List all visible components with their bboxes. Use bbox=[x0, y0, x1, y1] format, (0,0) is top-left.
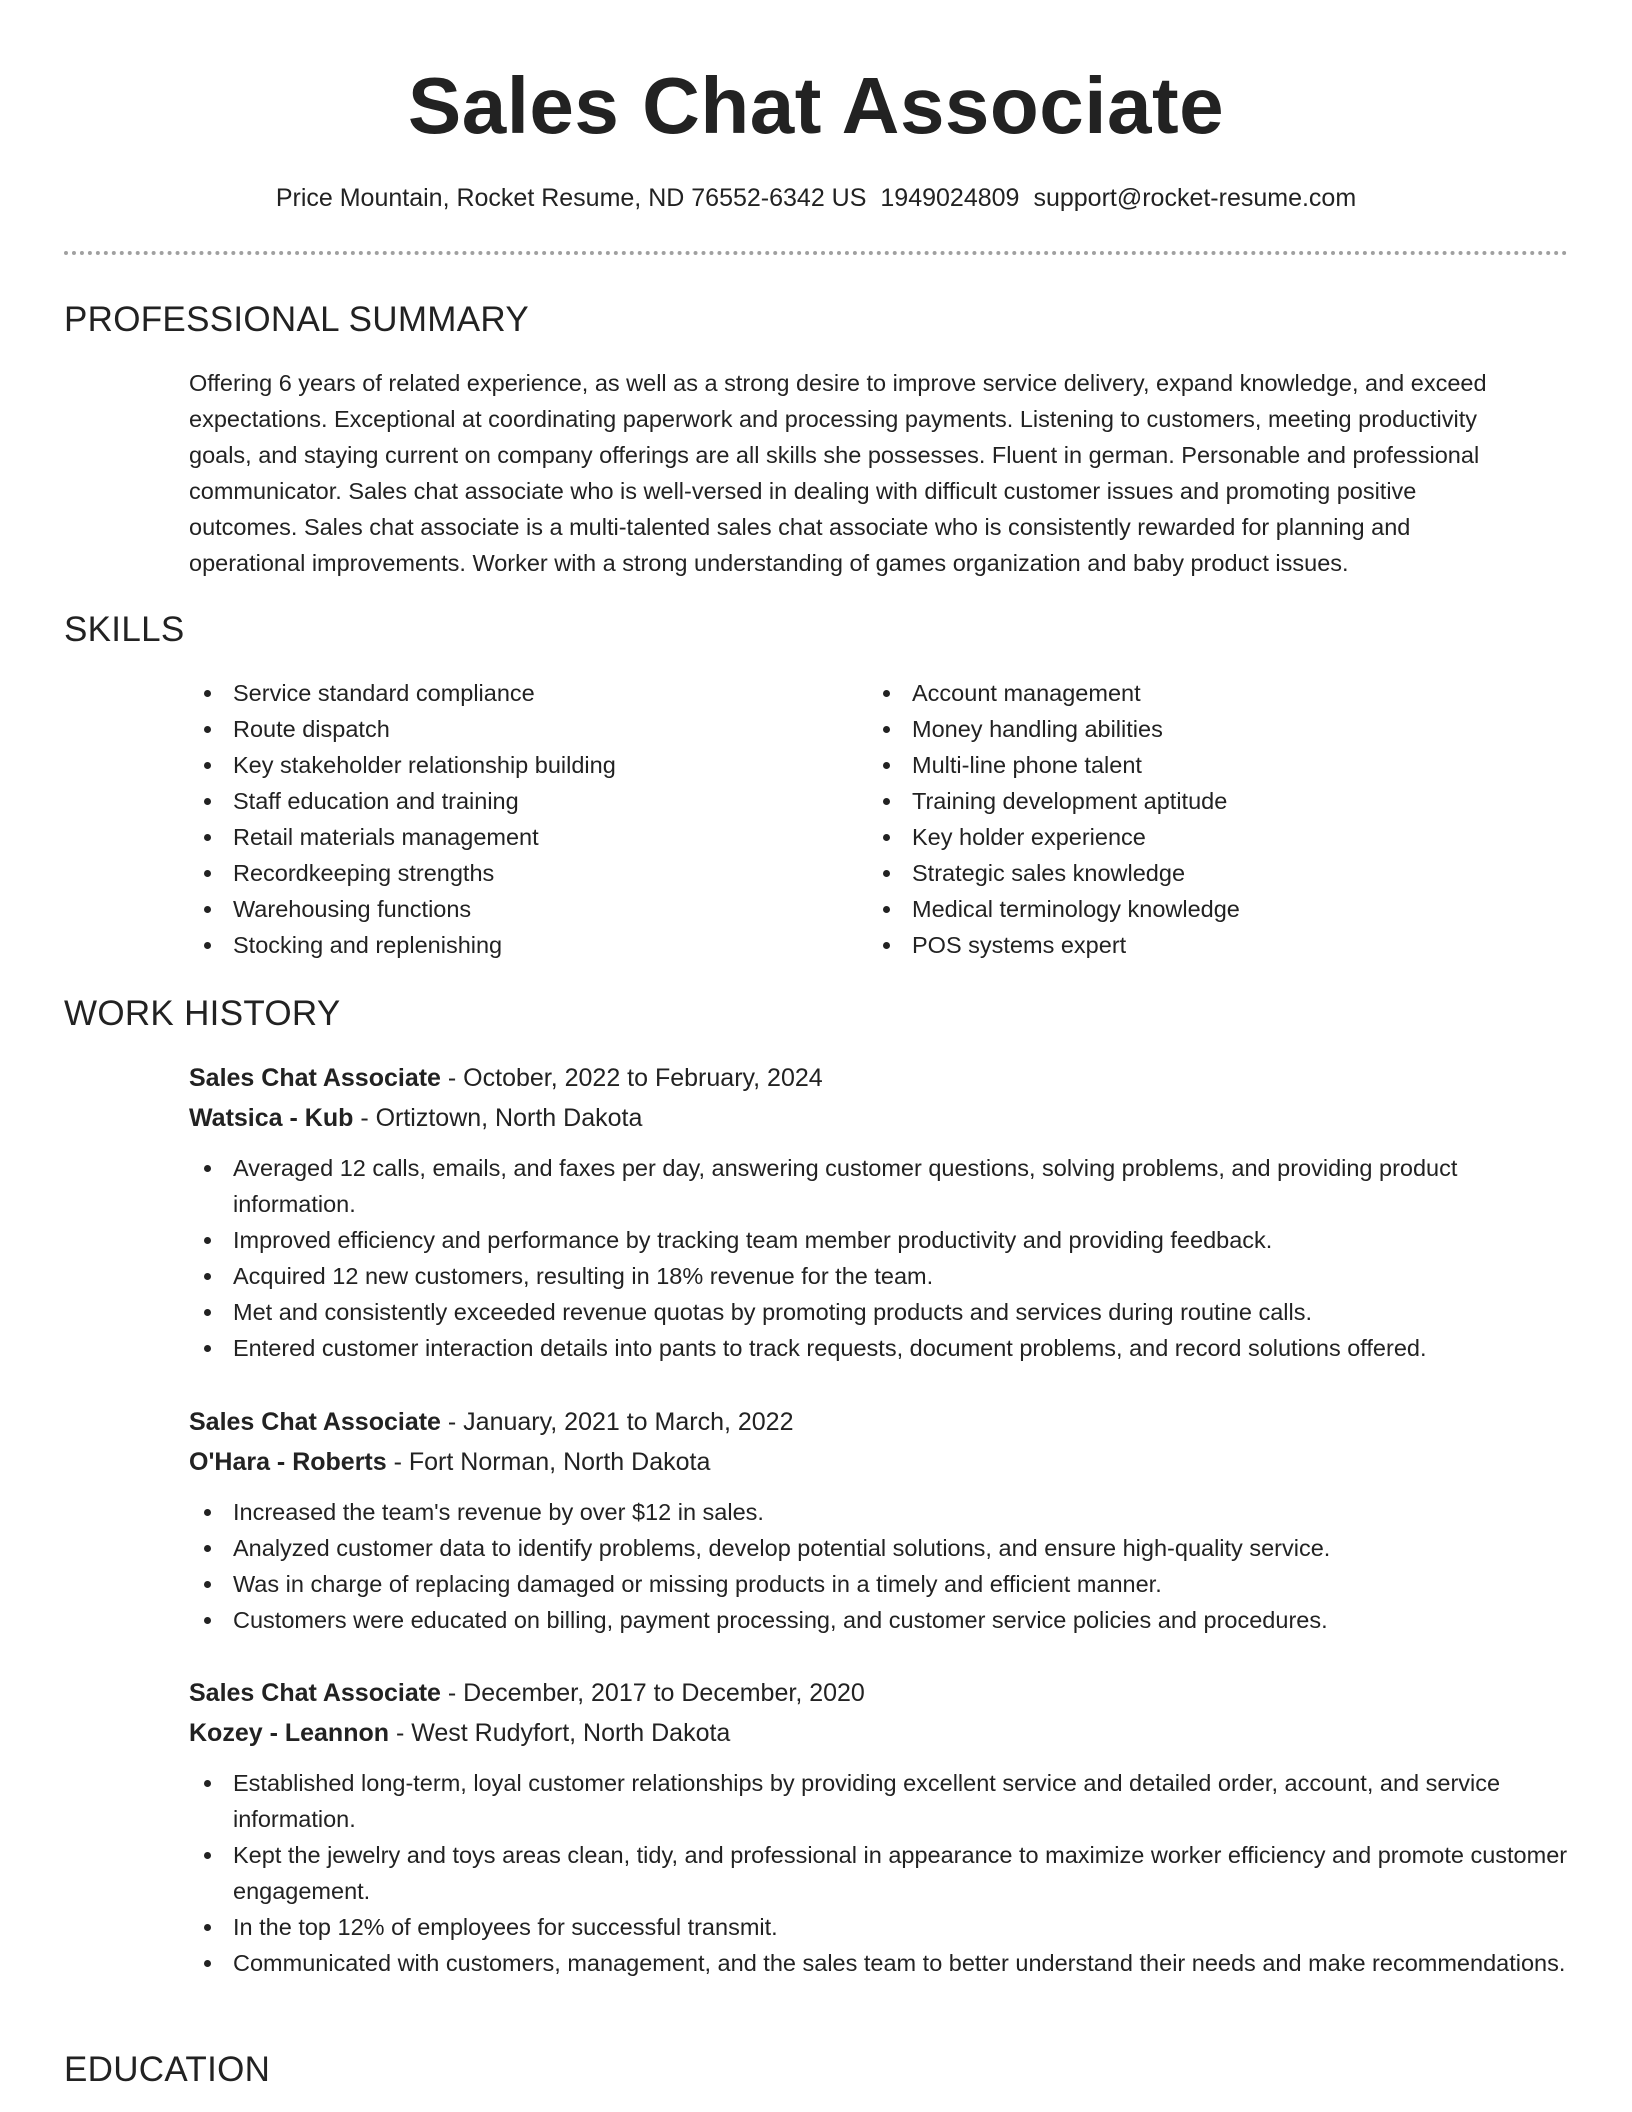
job-company: Watsica - Kub bbox=[189, 1104, 354, 1132]
summary-line: Offering 6 years of related experience, as well as a strong desire to improve service delivery, expand knowledge, and exceed bbox=[189, 370, 1487, 396]
header-divider bbox=[64, 251, 1568, 255]
skill-item: Recordkeeping strengths bbox=[189, 855, 829, 891]
job-company-line bbox=[189, 1098, 1569, 1138]
skills-list-right bbox=[868, 675, 1508, 963]
skill-item: Strategic sales knowledge bbox=[868, 855, 1508, 891]
job-location: - Ortiztown, North Dakota bbox=[353, 1104, 643, 1132]
job-location: - West Rudyfort, North Dakota bbox=[389, 1719, 731, 1747]
summary-line: goals, and staying current on company offerings are all skills she possesses. Fluent in german. Personable and professional bbox=[189, 442, 1480, 468]
job-location: - Fort Norman, North Dakota bbox=[386, 1448, 711, 1476]
job-bullet: Met and consistently exceeded revenue quotas by promoting products and services during routine calls. bbox=[189, 1294, 1569, 1330]
job-bullet: Increased the team's revenue by over $12 in sales. bbox=[189, 1494, 1569, 1530]
job-bullet: Kept the jewelry and toys areas clean, tidy, and professional in appearance to maximize worker efficiency and promote customer engagement. bbox=[189, 1837, 1569, 1909]
job-bullets bbox=[189, 1765, 1569, 1981]
job-bullet: Customers were educated on billing, payment processing, and customer service policies and procedures. bbox=[189, 1602, 1569, 1638]
job-bullet: In the top 12% of employees for successful transmit. bbox=[189, 1909, 1569, 1945]
skill-item: Stocking and replenishing bbox=[189, 927, 829, 963]
contact-line bbox=[0, 182, 1632, 214]
job-company: O'Hara - Roberts bbox=[189, 1448, 387, 1476]
skill-item: Medical terminology knowledge bbox=[868, 891, 1508, 927]
job-company: Kozey - Leannon bbox=[189, 1719, 390, 1747]
skill-item: Service standard compliance bbox=[189, 675, 829, 711]
skill-item: Key holder experience bbox=[868, 819, 1508, 855]
job-bullet: Analyzed customer data to identify problems, develop potential solutions, and ensure high-quality service. bbox=[189, 1530, 1569, 1566]
resume-name-title: Sales Chat Associate bbox=[407, 61, 1225, 150]
contact-address: Price Mountain, Rocket Resume, ND 76552-6342 US bbox=[275, 184, 867, 212]
job-bullet: Entered customer interaction details into pants to track requests, document problems, and record solutions offered. bbox=[189, 1330, 1569, 1366]
job-entry bbox=[189, 1058, 1569, 1366]
job-entry bbox=[189, 1673, 1569, 1981]
contact-email[interactable]: support@rocket-resume.com bbox=[1033, 184, 1357, 212]
job-title: Sales Chat Associate bbox=[189, 1408, 441, 1436]
skill-item: Training development aptitude bbox=[868, 783, 1508, 819]
job-dates: - December, 2017 to December, 2020 bbox=[440, 1679, 865, 1707]
skill-item: Route dispatch bbox=[189, 711, 829, 747]
summary-line: outcomes. Sales chat associate is a multi-talented sales chat associate who is consistently rewarded for planning and bbox=[189, 514, 1411, 540]
skill-item: Warehousing functions bbox=[189, 891, 829, 927]
skill-item: Retail materials management bbox=[189, 819, 829, 855]
job-title-line bbox=[189, 1402, 1569, 1442]
skill-item: POS systems expert bbox=[868, 927, 1508, 963]
job-dates: - January, 2021 to March, 2022 bbox=[440, 1408, 794, 1436]
skill-item: Multi-line phone talent bbox=[868, 747, 1508, 783]
job-bullet: Communicated with customers, management, and the sales team to better understand their needs and make recommendations. bbox=[189, 1945, 1569, 1981]
job-title: Sales Chat Associate bbox=[189, 1064, 441, 1092]
contact-phone: 1949024809 bbox=[880, 184, 1020, 212]
job-dates: - October, 2022 to February, 2024 bbox=[440, 1064, 823, 1092]
job-entry bbox=[189, 1402, 1569, 1638]
summary-line: operational improvements. Worker with a strong understanding of games organization and baby product issues. bbox=[189, 550, 1349, 576]
job-bullet: Acquired 12 new customers, resulting in 18% revenue for the team. bbox=[189, 1258, 1569, 1294]
skills-list-left bbox=[189, 675, 829, 963]
job-bullet: Improved efficiency and performance by tracking team member productivity and providing feedback. bbox=[189, 1222, 1569, 1258]
job-bullets bbox=[189, 1150, 1569, 1366]
job-bullet: Was in charge of replacing damaged or missing products in a timely and efficient manner. bbox=[189, 1566, 1569, 1602]
summary-text bbox=[189, 365, 1569, 581]
job-company-line bbox=[189, 1713, 1569, 1753]
skill-item: Money handling abilities bbox=[868, 711, 1508, 747]
job-title: Sales Chat Associate bbox=[189, 1679, 441, 1707]
summary-line: communicator. Sales chat associate who is well-versed in dealing with difficult customer issues and promoting positive bbox=[189, 478, 1417, 504]
section-title-skills: SKILLS bbox=[64, 610, 185, 649]
job-bullet: Established long-term, loyal customer relationships by providing excellent service and detailed order, account, and service information. bbox=[189, 1765, 1569, 1837]
job-title-line bbox=[189, 1058, 1569, 1098]
section-title-work-history: WORK HISTORY bbox=[64, 994, 341, 1033]
job-title-line bbox=[189, 1673, 1569, 1713]
skill-item: Key stakeholder relationship building bbox=[189, 747, 829, 783]
skill-item: Account management bbox=[868, 675, 1508, 711]
section-title-summary: PROFESSIONAL SUMMARY bbox=[64, 300, 529, 339]
job-company-line bbox=[189, 1442, 1569, 1482]
section-title-education: EDUCATION bbox=[64, 2050, 271, 2089]
job-bullet: Averaged 12 calls, emails, and faxes per day, answering customer questions, solving problems, and providing product information. bbox=[189, 1150, 1569, 1222]
summary-line: expectations. Exceptional at coordinating paperwork and processing payments. Listening to customers, meeting productivity bbox=[189, 406, 1477, 432]
skill-item: Staff education and training bbox=[189, 783, 829, 819]
job-bullets bbox=[189, 1494, 1569, 1638]
